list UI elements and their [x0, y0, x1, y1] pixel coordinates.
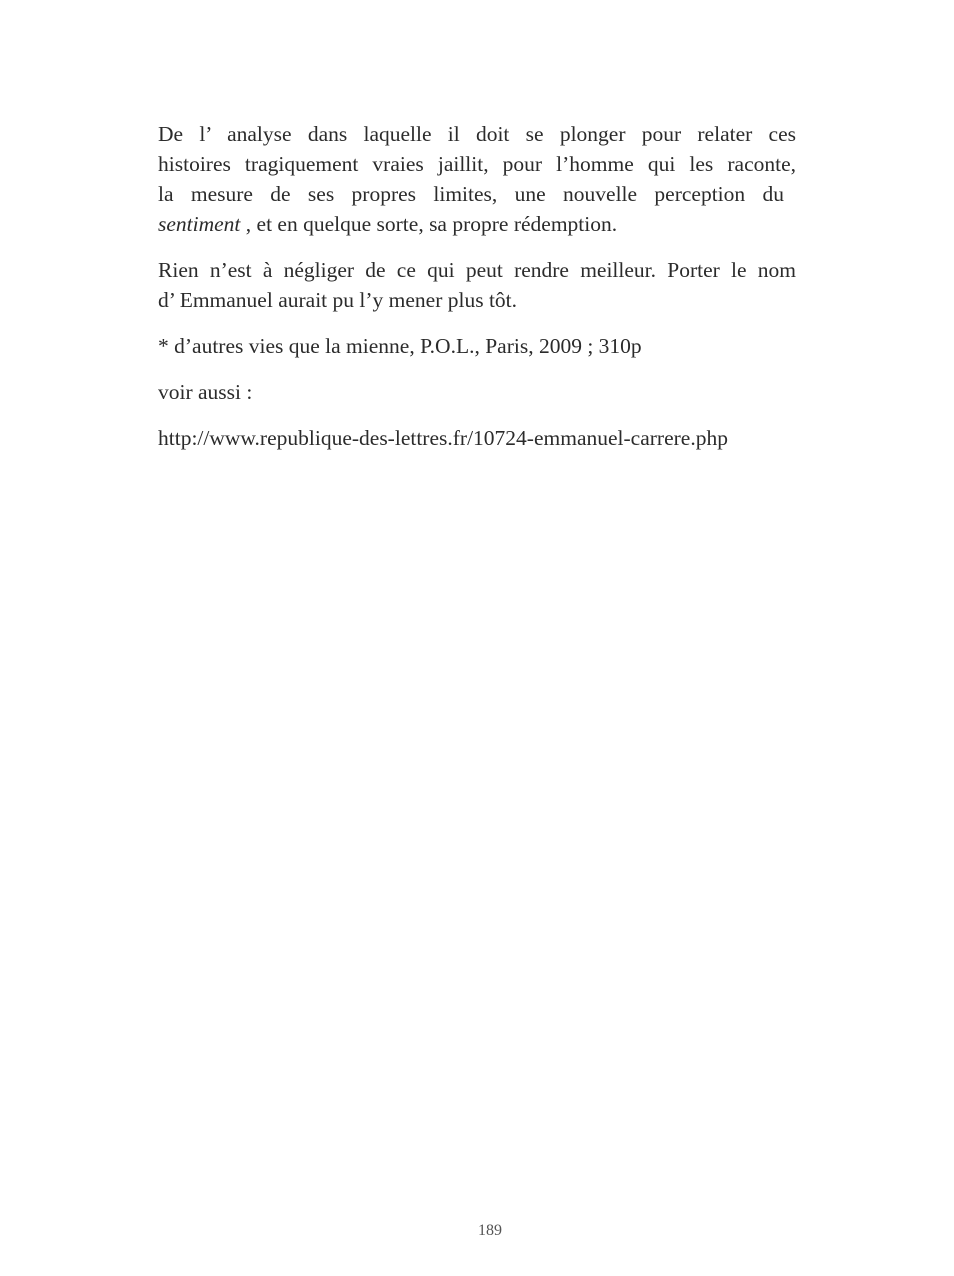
italic-word: sentiment	[158, 212, 241, 236]
body-text	[158, 119, 796, 469]
paragraph-line	[158, 209, 796, 239]
paragraph-line: De l’ analyse dans laquelle il doit se plonger pour relater ces	[158, 122, 796, 146]
footnote: * d’autres vies que la mienne, P.O.L., Paris, 2009 ; 310p	[158, 334, 642, 358]
see-also-label: voir aussi :	[158, 380, 253, 404]
paragraph-line-rest: , et en quelque sorte, sa propre rédemption.	[240, 212, 618, 236]
paragraph-emmanuel	[158, 255, 796, 315]
paragraph-line: la mesure de ses propres limites, une nouvelle perception du	[158, 182, 784, 206]
reference-url[interactable]: http://www.republique-des-lettres.fr/10724-emmanuel-carrere.php	[158, 426, 728, 450]
page-number: 189	[478, 1222, 502, 1239]
paragraph-line: Rien n’est à négliger de ce qui peut rendre meilleur. Porter le nom	[158, 258, 796, 282]
paragraph-analysis	[158, 119, 796, 239]
paragraph-line: histoires tragiquement vraies jaillit, pour l’homme qui les raconte,	[158, 152, 796, 176]
paragraph-line: d’ Emmanuel aurait pu l’y mener plus tôt.	[158, 288, 518, 312]
